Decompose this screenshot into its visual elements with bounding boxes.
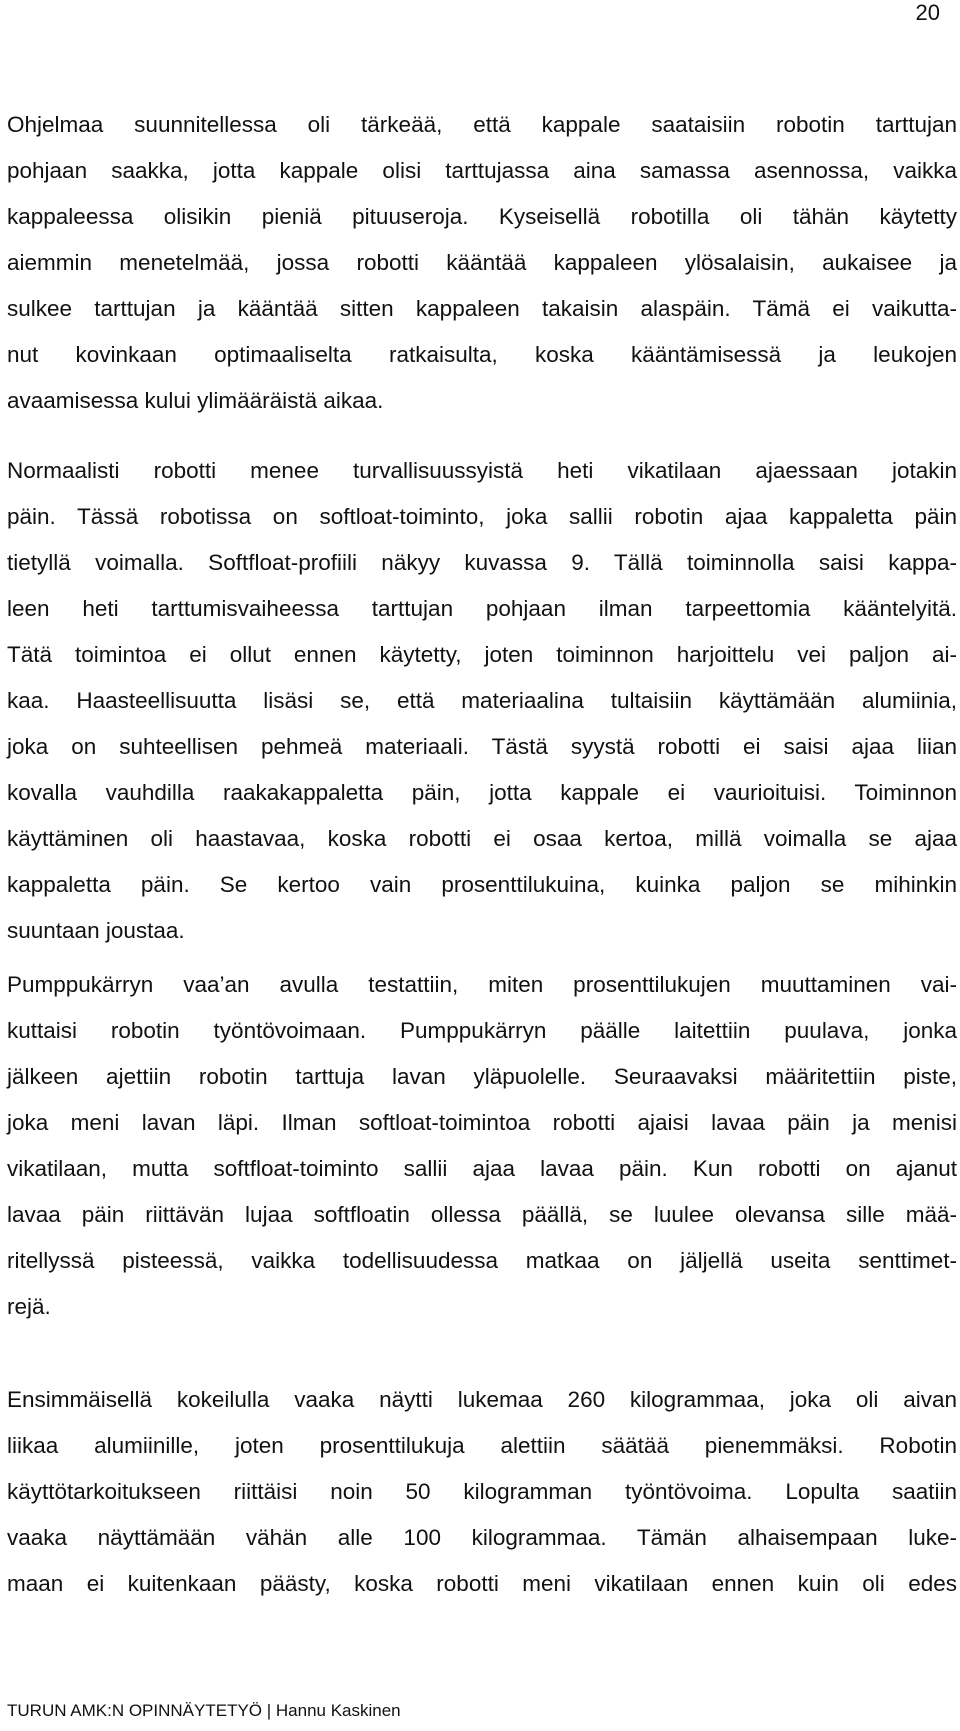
text-line: kovalla vauhdilla raakakappaletta päin, jotta kappale ei vaurioituisi. Toiminnon — [7, 780, 957, 805]
text-line: lavaa päin riittävän lujaa softfloatin ollessa päällä, se luulee olevansa sille mää- — [7, 1202, 957, 1227]
text-line: maan ei kuitenkaan päästy, koska robotti meni vikatilaan ennen kuin oli edes — [7, 1571, 957, 1596]
paragraph-1 — [7, 102, 957, 424]
text-line: Normaalisti robotti menee turvallisuussyistä heti vikatilaan ajaessaan jotakin — [7, 458, 957, 483]
text-line: leen heti tarttumisvaiheessa tarttujan pohjaan ilman tarpeettomia kääntelyitä. — [7, 596, 957, 621]
text-line: aiemmin menetelmää, jossa robotti kääntää kappaleen ylösalaisin, aukaisee ja — [7, 250, 957, 275]
text-line: vaaka näyttämään vähän alle 100 kilogrammaa. Tämän alhaisempaan luke- — [7, 1525, 957, 1550]
text-line: kaa. Haasteellisuutta lisäsi se, että materiaalina tultaisiin käyttämään alumiinia, — [7, 688, 957, 713]
text-line: käyttäminen oli haastavaa, koska robotti ei osaa kertoa, millä voimalla se ajaa — [7, 826, 957, 851]
text-line: kappaleessa olisikin pieniä pituuseroja. Kyseisellä robotilla oli tähän käytetty — [7, 204, 957, 229]
text-line: liikaa alumiinille, joten prosenttilukuja alettiin säätää pienemmäksi. Robotin — [7, 1433, 957, 1458]
text-line: Ohjelmaa suunnitellessa oli tärkeää, että kappale saataisiin robotin tarttujan — [7, 112, 957, 137]
text-line: joka meni lavan läpi. Ilman softloat-toimintoa robotti ajaisi lavaa päin ja menisi — [7, 1110, 957, 1135]
page-footer: TURUN AMK:N OPINNÄYTETYÖ | Hannu Kaskinen — [7, 1701, 401, 1720]
text-line: sulkee tarttujan ja kääntää sitten kappaleen takaisin alaspäin. Tämä ei vaikutta- — [7, 296, 957, 321]
text-line: pohjaan saakka, jotta kappale olisi tarttujassa aina samassa asennossa, vaikka — [7, 158, 957, 183]
page-number: 20 — [915, 0, 940, 25]
paragraph-2 — [7, 448, 957, 954]
text-line: jälkeen ajettiin robotin tarttuja lavan yläpuolelle. Seuraavaksi määritettiin piste, — [7, 1064, 957, 1089]
text-line: ritellyssä pisteessä, vaikka todellisuudessa matkaa on jäljellä useita senttimet- — [7, 1248, 957, 1273]
paragraph-3 — [7, 962, 957, 1330]
text-line: joka on suhteellisen pehmeä materiaali. Tästä syystä robotti ei saisi ajaa liian — [7, 734, 957, 759]
text-line: päin. Tässä robotissa on softloat-toiminto, joka sallii robotin ajaa kappaletta päin — [7, 504, 957, 529]
text-line: rejä. — [7, 1294, 51, 1319]
text-line: kappaletta päin. Se kertoo vain prosenttilukuina, kuinka paljon se mihinkin — [7, 872, 957, 897]
text-line: tietyllä voimalla. Softfloat-profiili näkyy kuvassa 9. Tällä toiminnolla saisi kappa- — [7, 550, 957, 575]
text-line: nut kovinkaan optimaaliselta ratkaisulta, koska kääntämisessä ja leukojen — [7, 342, 957, 367]
text-line: Ensimmäisellä kokeilulla vaaka näytti lukemaa 260 kilogrammaa, joka oli aivan — [7, 1387, 957, 1412]
paragraph-4 — [7, 1377, 957, 1607]
text-line: käyttötarkoitukseen riittäisi noin 50 kilogramman työntövoima. Lopulta saatiin — [7, 1479, 957, 1504]
text-line: Tätä toimintoa ei ollut ennen käytetty, joten toiminnon harjoittelu vei paljon ai- — [7, 642, 957, 667]
text-line: kuttaisi robotin työntövoimaan. Pumppukärryn päälle laitettiin puulava, jonka — [7, 1018, 957, 1043]
text-line: vikatilaan, mutta softfloat-toiminto sallii ajaa lavaa päin. Kun robotti on ajanut — [7, 1156, 957, 1181]
text-line: Pumppukärryn vaa’an avulla testattiin, miten prosenttilukujen muuttaminen vai- — [7, 972, 957, 997]
text-line: avaamisessa kului ylimääräistä aikaa. — [7, 388, 384, 413]
text-line: suuntaan joustaa. — [7, 918, 185, 943]
